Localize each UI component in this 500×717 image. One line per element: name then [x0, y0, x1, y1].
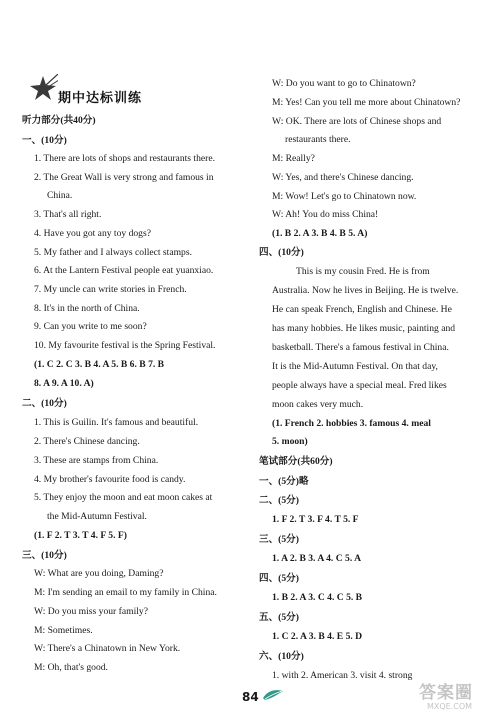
answer-key: 1. F 2. T 3. F 4. T 5. F	[272, 514, 359, 525]
part-heading: 三、(10分)	[22, 550, 67, 561]
passage-line: It is the Mid-Autumn Festival. On that day,	[272, 361, 438, 372]
list-item: 5. They enjoy the moon and eat moon cakes at	[34, 492, 213, 503]
list-item: 2. The Great Wall is very strong and famous in	[34, 172, 214, 183]
list-item: 4. My brother's favourite food is candy.	[34, 474, 186, 485]
dialogue-line: W: Do you miss your family?	[34, 606, 148, 617]
list-item: the Mid-Autumn Festival.	[47, 511, 147, 522]
dialogue-line: W: Do you want to go to Chinatown?	[272, 78, 416, 89]
part-heading: 五、(5分)	[259, 612, 299, 623]
answer-key: 8. A 9. A 10. A)	[34, 378, 94, 389]
page-number: 84	[242, 690, 259, 704]
watermark	[415, 676, 500, 717]
dialogue-line: M: Yes! Can you tell me more about Chinatown?	[272, 97, 461, 108]
answer-key: 1. C 2. A 3. B 4. E 5. D	[272, 631, 363, 642]
dialogue-line: M: Wow! Let's go to Chinatown now.	[272, 191, 417, 202]
dialogue-line: M: I'm sending an email to my family in China.	[34, 587, 217, 598]
list-item: China.	[47, 190, 73, 201]
list-item: 6. At the Lantern Festival people eat yuanxiao.	[34, 265, 214, 276]
part-heading: 二、(5分)	[259, 495, 299, 506]
answer-key: 1. with 2. American 3. visit 4. strong	[272, 670, 413, 681]
passage-line: moon cakes very much.	[272, 399, 364, 410]
page-title: 期中达标训练	[58, 91, 143, 106]
dialogue-line: W: There's a Chinatown in New York.	[34, 643, 181, 654]
list-item: 3. That's all right.	[34, 209, 102, 220]
part-heading: 四、(5分)	[259, 573, 299, 584]
list-item: 4. Have you got any toy dogs?	[34, 228, 151, 239]
answer-key: (1. C 2. C 3. B 4. A 5. B 6. B 7. B	[34, 359, 165, 370]
list-item: 10. My favourite festival is the Spring Festival.	[34, 340, 216, 351]
section-heading: 听力部分(共40分)	[22, 115, 96, 126]
section-header	[34, 80, 154, 110]
passage-line: basketball. There's a famous festival in China.	[272, 342, 449, 353]
answer-key: 5. moon)	[272, 436, 308, 447]
list-item: 1. This is Guilin. It's famous and beautiful.	[34, 417, 199, 428]
part-heading: 三、(5分)	[259, 534, 299, 545]
answer-key: (1. French 2. hobbies 3. famous 4. meal	[272, 418, 431, 429]
shooting-star-icon	[28, 74, 58, 102]
list-item: 1. There are lots of shops and restaurants there.	[34, 153, 215, 164]
passage-line: Australia. Now he lives in Beijing. He is twelve.	[272, 285, 459, 296]
list-item: 7. My uncle can write stories in French.	[34, 284, 187, 295]
passage-line: He can speak French, English and Chinese. He	[272, 304, 452, 315]
part-heading: 二、(10分)	[22, 398, 67, 409]
dialogue-line: W: What are you doing, Daming?	[34, 568, 164, 579]
dialogue-line: W: OK. There are lots of Chinese shops and	[272, 116, 442, 127]
dialogue-line: M: Really?	[272, 153, 315, 164]
list-item: 5. My father and I always collect stamps.	[34, 247, 192, 258]
dialogue-line: W: Yes, and there's Chinese dancing.	[272, 172, 414, 183]
passage-line: has many hobbies. He likes music, painting and	[272, 323, 456, 334]
list-item: 8. It's in the north of China.	[34, 303, 140, 314]
passage-line: This is my cousin Fred. He is from	[296, 266, 430, 277]
list-item: 2. There's Chinese dancing.	[34, 436, 140, 447]
part-heading: 四、(10分)	[259, 247, 304, 258]
passage-line: people always have a special meal. Fred likes	[272, 380, 447, 391]
part-heading: 一、(5分)略	[259, 476, 309, 487]
answer-key: 1. B 2. A 3. C 4. C 5. B	[272, 592, 363, 603]
list-item: 3. These are stamps from China.	[34, 455, 159, 466]
answer-key: (1. F 2. T 3. T 4. F 5. F)	[34, 530, 127, 541]
watermark-url: MXQE.COM	[427, 702, 473, 711]
watermark-text: 答案圈	[419, 683, 473, 703]
answer-key: (1. B 2. A 3. B 4. B 5. A)	[272, 228, 368, 239]
dialogue-line: M: Sometimes.	[34, 625, 93, 636]
answer-key: 1. A 2. B 3. A 4. C 5. A	[272, 553, 362, 564]
dialogue-line: M: Oh, that's good.	[34, 662, 108, 673]
dialogue-line: W: Ah! You do miss China!	[272, 209, 379, 220]
section-heading: 笔试部分(共60分)	[259, 456, 333, 467]
leaf-icon	[262, 688, 284, 702]
dialogue-line: restaurants there.	[285, 134, 351, 145]
list-item: 9. Can you write to me soon?	[34, 321, 147, 332]
part-heading: 六、(10分)	[259, 651, 304, 662]
part-heading: 一、(10分)	[22, 135, 67, 146]
